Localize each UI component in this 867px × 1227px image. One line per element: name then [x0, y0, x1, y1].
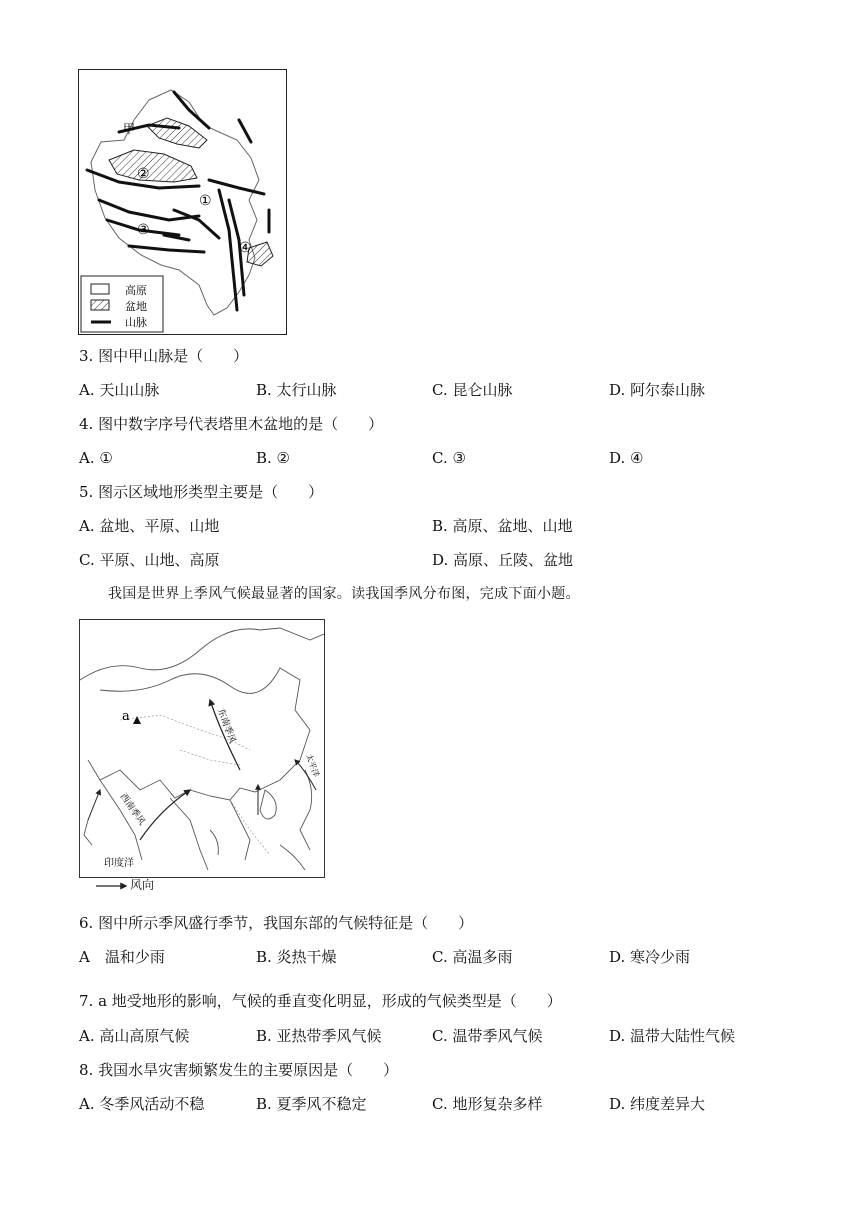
q8-option-b[interactable]: B. 夏季风不稳定	[256, 1095, 367, 1113]
q5-option-a[interactable]: A. 盆地、平原、山地	[79, 517, 220, 535]
q6-option-d[interactable]: D. 寒冷少雨	[609, 948, 691, 966]
q6-option-b[interactable]: B. 炎热干燥	[256, 948, 337, 966]
monsoon-map	[79, 619, 325, 878]
q7-option-b[interactable]: B. 亚热带季风气候	[256, 1027, 382, 1045]
q6-option-a[interactable]: A 温和少雨	[79, 948, 165, 966]
section-intro: 我国是世界上季风气候最显著的国家。读我国季风分布图，完成下面小题。	[108, 586, 580, 602]
label-point-a: a	[122, 709, 130, 724]
label-num-3: ③	[137, 222, 150, 238]
legend-mountain-label: 山脉	[125, 316, 147, 329]
q4-option-c[interactable]: C. ③	[432, 449, 466, 467]
southwest-monsoon-arrow	[140, 790, 190, 840]
q7-option-c[interactable]: C. 温带季风气候	[432, 1027, 543, 1045]
q3-option-d[interactable]: D. 阿尔泰山脉	[609, 381, 706, 399]
coastlines	[80, 628, 324, 870]
q8-option-d[interactable]: D. 纬度差异大	[609, 1095, 706, 1113]
label-southwest-monsoon: 西南季风	[117, 791, 147, 828]
q3-option-c[interactable]: C. 昆仑山脉	[432, 381, 513, 399]
legend-plateau-swatch	[91, 284, 109, 294]
map1-legend	[81, 276, 163, 332]
basin-north	[147, 118, 207, 148]
q4-option-b[interactable]: B. ②	[256, 449, 291, 467]
label-southeast-monsoon: 东南季风	[215, 707, 237, 745]
q4-option-a[interactable]: A. ①	[79, 449, 113, 467]
q8-option-c[interactable]: C. 地形复杂多样	[432, 1095, 543, 1113]
label-num-4: ④	[239, 240, 252, 256]
label-num-2: ②	[137, 166, 150, 182]
question-4-stem: 4. 图中数字序号代表塔里木盆地的是（ ）	[79, 415, 384, 433]
q3-option-a[interactable]: A. 天山山脉	[79, 381, 160, 399]
basin-2	[109, 150, 197, 182]
wind-legend-label: 风向	[130, 878, 155, 892]
terrain-map-drawing	[79, 70, 285, 333]
monsoon-map-drawing	[80, 620, 324, 877]
q8-option-a[interactable]: A. 冬季风活动不稳	[79, 1095, 205, 1113]
legend-plateau-label: 高原	[125, 284, 147, 297]
wind-legend-arrow	[95, 880, 129, 892]
point-a-marker	[133, 716, 141, 724]
wind-arrow-west	[88, 790, 100, 820]
terrain-map	[78, 69, 287, 335]
q5-option-d[interactable]: D. 高原、丘陵、盆地	[432, 551, 574, 569]
label-pacific: 太平洋	[304, 752, 321, 779]
q5-option-c[interactable]: C. 平原、山地、高原	[79, 551, 220, 569]
q7-option-a[interactable]: A. 高山高原气候	[79, 1027, 190, 1045]
question-6-stem: 6. 图中所示季风盛行季节，我国东部的气候特征是（ ）	[79, 914, 474, 932]
legend-basin-swatch	[91, 300, 109, 310]
question-5-stem: 5. 图示区域地形类型主要是（ ）	[79, 483, 324, 501]
q3-option-b[interactable]: B. 太行山脉	[256, 381, 337, 399]
question-3-stem: 3. 图中甲山脉是（ ）	[79, 347, 249, 365]
q7-option-d[interactable]: D. 温带大陆性气候	[609, 1027, 736, 1045]
question-8-stem: 8. 我国水旱灾害频繁发生的主要原因是（ ）	[79, 1061, 399, 1079]
label-num-1: ①	[199, 193, 212, 209]
legend-basin-label: 盆地	[125, 300, 147, 313]
label-indian-ocean: 印度洋	[104, 858, 134, 869]
q5-option-b[interactable]: B. 高原、盆地、山地	[432, 517, 573, 535]
q6-option-c[interactable]: C. 高温多雨	[432, 948, 513, 966]
question-7-stem: 7. a 地受地形的影响，气候的垂直变化明显，形成的气候类型是（ ）	[79, 992, 562, 1010]
label-jia: 甲	[123, 122, 136, 136]
q4-option-d[interactable]: D. ④	[609, 449, 644, 467]
